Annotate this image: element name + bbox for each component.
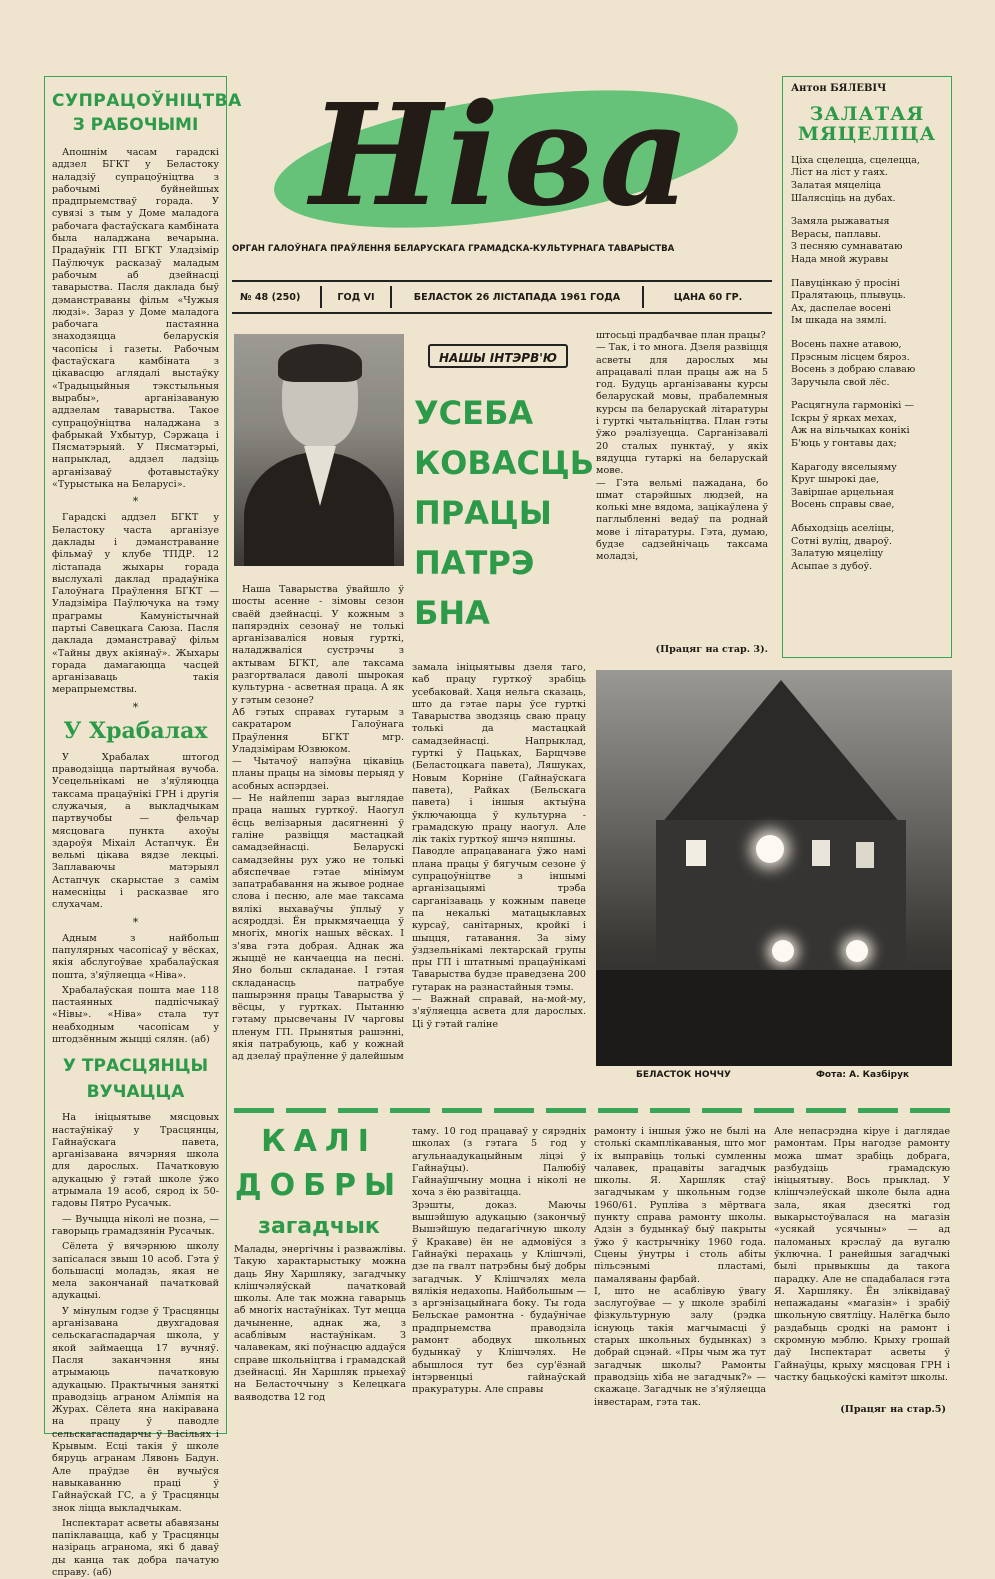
headline-cooperation: СУПРАЦОЎНІЦТВА [52, 91, 242, 111]
poem-stanza: Замяла рыжаватыя Верасы, паплавы. З песняю сумнаватаю Нада мной журавы [791, 216, 903, 265]
headline-dobry: ДОБРЫ [234, 1168, 404, 1203]
left-news-box [44, 76, 242, 1578]
headline-zagadchyk: загадчык [258, 1214, 380, 1239]
portrait-photo [234, 334, 404, 566]
star-divider: * [132, 495, 139, 509]
headline-khrabaly: У Храбалах [63, 717, 208, 744]
interview-headline: УСЕБА КОВАСЦЬ ПРАЦЫ ПАТРЭ БНА [414, 394, 595, 632]
headline-kali: КАЛІ [261, 1124, 377, 1159]
poem-stanza: Абыходзіць аселіцы, Сотні вуліц, двароў. Залатую мяцеліцу Асыпае з дубоў. [791, 523, 895, 572]
bottom-col-1: Малады, энергічны і разважлівы. Такую характарыстыку можна даць Яну Харшляку, загадчыку клішчэляўскай пачатковай школы. Але так можна гаварыць аб многіх настаўніках. Тут мецца дачыненне, аднак жа, з асаблівым настаўнікам. З чалавекам, які поўнасцю аддаўся справе школьніцтва і грамадскай дзейнасці. Ян Харшляк прыехаў на Беласточчыну з Келецкага ваяводства 12 год [234, 1244, 406, 1403]
headline-trascianka: У ТРАСЦЯНЦЫ [62, 1056, 209, 1077]
masthead [232, 74, 772, 278]
bottom-col-3: рамонту і іншыя ўжо не былі на столькі скамплікаваныя, што мог іх выправіць толькі сумленны чалавек, працавіты загадчык школы. Я. Харшляк стаў загадчыкам у школьным годзе 1960/61. Рупліва з мёртвага пункту справа рамонту школы. Адзін з будынкаў быў пакрыты ўжо ў кастрычніку 1960 года. Сцены ўнутры і столь абіты пільсэнымі пластамі, памаляваны фарбай. І, што не асаблівую ўвагу заслугоўвае — у школе зрабілі фізкультурную залу (рэдка існуюць такія магчымасці ў старых школьных будынках) з добрай сцэнай. «Пры чым жа тут загадчык школы? Рамонты праводзіць хіба не загадчык?» — скажаце. Загадчык не з'яўляецца інвестарам, гэта так. [594, 1126, 766, 1408]
poem-stanza: Расцягнула гармонікі — Іскры ў ярках мехах, Аж на вільчыках конікі Б'юць у гонтавы дах; [791, 400, 914, 450]
bottom-col-2: таму. 10 год працаваў у сярэдніх школах (з гэтага 5 год у агульнаадукацыйным ліцэі ў Гайнаўцы). Палюбіў Гайнаўшчыну моцна і ніколі не хоча з ёю развітацца. Зрэшты, доказ. Маючы вышэйшую адукацыю (закончыў Вышэйшую педагагічную школу ў Кракаве) ён не адмовіўся з Гайнаўкі перахаць у Клішчэлі, дзе па гвалт патрэбны быў добры загадчык. У Клішчэлях мела вялікія недахопы. Найбольшым — з аргэнізацыйнага боку. Ты года Бельскае рамонтна - будаўнічае прадпрыемства праводзіла рамонт абодвух школьных будынкаў у Клішчэлях. Не абышлося тут без сур'ёзнай інтэрвенцыі гайнаўскай пракуратуры. Але справы [412, 1126, 586, 1396]
article-trascianka: На ініцыятыве мясцовых настаўнікаў у Трасцянцы, Гайнаўскага павета, арганізавана вячэрняя школа для дарослых. Пачатковую адукацыю ў гэтай школе ўжо атрымала 19 асоб, сярод іх 50-гадовы Пятро Русачык. — Вучыцца ніколі не позна, — гаворыць грамадзянін Русачык. Сёлета ў вячэрнюю школу запісалася звыш 10 асоб. Гэта ў большасці моладзь, якая не мела закончанай пачатковай адукацыі. У мінулым годзе ў Трасцянцы арганізавана двухгадовая сельскагаспадарчая школа, у якой займаецца 17 вучняў. Пасля заканчэння яны атрымаюць пачатковую адукацыю. Практычныя заняткі праводзіць аграном Алімпія на Журах. Сёлета яна накіравана на працу ў паводле сельскагаспадарчы ў Васільях і Крывым. Есці такія ў школе бяруць агранам Лявонь Бадун. Але праўдзе ён вучыўся навыкаванню праці ў Гайнаўскай ГС, а ў Трасцянцы знок ліцца выкладчыкам. Інспектарат асветы абавязаны папіклавацца, каб у Трасцянцы назіраць агранома, які б даваў ды канца так добра пачатую справу. (аб) [52, 1112, 219, 1578]
poem-title-1: ЗАЛАТАЯ [809, 102, 925, 125]
night-photo-credit: Фота: А. Казбірук [816, 1070, 910, 1080]
bottom-continued: (Працяг на стар.5) [840, 1404, 946, 1415]
poem-title-2: МЯЦЕЛІЦА [797, 123, 937, 146]
masthead-title: Ніва [309, 74, 695, 238]
interview-tag: НАШЫ ІНТЭРВ'Ю [428, 344, 568, 368]
interview-col-1: Наша Таварыства ўвайшло ў шосты асенне - зімовы сезон сваёй дзейнасці. У кожным з папярэдніх сезонаў не толькі арганізаваліся новыя гурткі, наладжваліся сустрэчы з актывам БГКТ, але таксама разгортвалася даволі шырокая культурна - асветная праца. А як у гэтым сезоне? Аб гэтых справах гутарым з сакратаром Галоўнага Праўлення БГКТ мгр. Уладзімірам Юзвюком. — Чытачоў напэўна цікавіць планы працы на зімовы перыяд у асобных аспэрдзеі. — Не найлепш зараз выглядае праца нашых гурткоў. Наогул ёсць велізарныя дасягненні ў галіне развіцця мастацкай самадзейнасці. Беларускі самадзейны рух ужо не толькі абяспечвае гэтае мінімум запатрабавання на жывое роднае слова і песню, але мае таксама вялікі выхаваўчы ўплыў у асяроддзі. Ён прыкмячаецца ў многіх, многіх нашых вёсках. І з'ява гэта добрая. Аднак жа жыццё не канчаецца на песні. Яно больш складанае. І гэтая складанасць патрабуе пашырэння працы Таварыства ў вёсцы, у гуртках. Пытанню гэтаму прысвечаны IV чарговы пленум ГП. Прынятыя рашэнні, якія патрабуюць, каб у кожнай ад дзелаў праўленне ў далейшым [232, 584, 404, 1063]
interview-col-2: замала ініцыятывы дзеля таго, каб працу гурткоў зрабіць усебаковай. Хаця нельга сказаць, што да гэтае пары ўсе гурткі Таварыства зводзяць сваю працу толькі да мастацкай самадзейнасці. Напрыклад, гурткі ў Пацьках, Барщчэве (Беластоцкага павета), Ляшуках, Новым Корніне (Гайнаўскага павета), Райках (Бельскага павета) і іншыя актыўна ўключаюцца ў культурна - грамадскую працу наогул. Але лік такіх гурткоў яшчэ няпшны. Паводле апрацаванага ўжо намі плана працы ў бягучым сезоне ў супрацоўніцтве з іншымі арганізацыямі трэба сарганізаваць у кожным павеце па некалькі матацыклавых курсаў, санітарных, кройкі і шыцця, гатавання. За зіму ўздзельнікамі лектарскай групы пры ГП і штатнымі працаўнікамі Таварыства будзе праведзена 200 гутарак на разнастайныя тэмы. — Важнай справай, на-мой-му, з'яўляецца асвета для дарослых. Ці ў гэтай галіне [412, 662, 586, 1030]
interview-col-3: штосьці прадбачвае план працы? — Так, і то многа. Дзеля развіцця асветы для дарослых мы апрацавалі план працы аж на 5 год. Будуць арганізаваны курсы беларускай мовы, прабалемныя курсы па беларускай літаратуры і гурткі чытальніцтва. План гэты ўжо рэалізуецца. Сарганізавалі 20 сталых пунктаў, у якіх вядуцца гутаркі на беларускай мове. — Гэта вельмі пажадана, бо шмат старэйшых людзей, на колькі мне вядома, зацікаўлена ў паглыбленні ведаў па роднай мове і літаратуры. Гэта, думаю, будзе садзейнічаць таксама моладзі, [596, 330, 768, 563]
poem-stanza: Павуцінкаю ў просіні Пралятаюць, плывуць. Ах, даспелае восені Ім шкада на зямлі. [791, 277, 906, 327]
interview-continued: (Працяг на стар. 3). [655, 644, 768, 655]
headline-with-workers: З РАБОЧЫМІ [72, 115, 199, 135]
star-divider: * [132, 700, 139, 714]
issue-year: ГОД VI [337, 291, 375, 303]
masthead-subtitle: ОРГАН ГАЛОЎНАГА ПРАЎЛЕННЯ БЕЛАРУСКАГА ГРАМАДСКА-КУЛЬТУРНАГА ТАВАРЫСТВА [232, 244, 675, 254]
star-divider: * [132, 915, 139, 929]
bottom-col-4: Але непасрэдна кіруе і даглядае рамонтам. Пры нагодзе рамонту можа шмат зрабіць добрага, разбудзіць грамадскую ініцыятыву. Вось прыклад. У клішчэлеўскай школе была адна зала, якая дзесяткі год выкарыстоўвалася на магазін «усякай усячыны» — ад паломаных крэслаў да вугалю ўключна. І ранейшыя загадчыкі былі прывыкшы да такога парадку. Але не спадабалася гэта Я. Харшляку. Ён зліквідаваў непажаданы «магазін» і зрабіў школьную святліцу. Налёгка было раздабыць сродкі на рамонт і скромную мэблю. Крыху грошай даў Інспектарат асветы ў Гайнаўцы, крыху мясцовая ГРН і частку бацькоўскі камітэт школы. [774, 1126, 950, 1383]
poem-stanza: Карагоду вяселыяму Круг шырокі дае, Завіршае арцельная Восень справы свае, [791, 461, 897, 511]
article-khrabaly: У Храбалах штогод праводзіцца партыйная вучоба. Усецельнікамі не з'яўляюцца таксама працаўнікі ГРН і другія служачыя, а выкладчыкам партвучобы — фельчар мясцовага пункта ахоўы здароўя Міхаіл Астапчук. Ён вельмі цікава вядзе лекцыі. Заплаваючы матэрыял Астапчук скарыстае з самім намесніцы і расказвае яго слухачам. [52, 751, 219, 911]
poem-stanza: Восень пахне атавою, Прэсным лісцем бяроз. Восень з добраю славаю Заручыла свой лёс. [791, 338, 916, 388]
poem-box [782, 76, 952, 658]
headline-learn: ВУЧАЦЦА [86, 1082, 185, 1103]
night-photo-caption: БЕЛАСТОК НОЧЧУ [636, 1070, 732, 1080]
night-photo [596, 670, 952, 1066]
issue-place-date: БЕЛАСТОК 26 ЛІСТАПАДА 1961 ГОДА [413, 291, 621, 303]
issue-number: № 48 (250) [240, 291, 301, 303]
poem-stanza: Ціха сцелецца, сцелецца, Ліст на ліст у гаях. Залатая мяцеліца Шалясціць на дубах. [791, 154, 920, 204]
issue-bar [232, 280, 772, 314]
article-post: Адным з найбольш папулярных часопісаў у вёсках, якія абслугоўвае храбалаўская пошта, з'яўляецца «Ніва». Храбалаўская пошта мае 118 пастаянных падпісчыкаў «Нівы». «Ніва» стала тут неабходным часопісам у штодзённым жыцці сялян. (аб) [52, 932, 219, 1045]
issue-price: ЦАНА 60 ГР. [673, 291, 743, 303]
green-dash-separator [234, 1108, 954, 1113]
article-city-branch: Гарадскі аддзел БГКТ у Беластоку часта арганізуе даклады і дэманстраванне фільмаў у клубе ТПДР. 12 лістапада жыхары горада выслухалі даклад прадаўніка Галоўнага Праўлення БГКТ — Уладзіміра Паўлючука на тэму праграмы Камуністычнай партыі Савецкага Саюза. Пасля даклада дэманстраваў фільм «Тайны двух акіянаў». Жыхары горада дамагаюцца часцей арганізаваць такія мерапрыемствы. [52, 512, 219, 696]
poem-author: Антон БЯЛЕВІЧ [791, 83, 887, 94]
article-cooperation: Апошнім часам гарадскі аддзел БГКТ у Беластоку наладзіў супрацоўніцтва з рабочымі буйнейшых прадпрыемстваў горада. У сувязі з тым у Доме маладога рабочага фастаўскага камбіната была наладжана вечарына. Прадаўнік ГП БГКТ Уладзімір Паўлючук расказаў маладым рабочым аб дзейнасці таварыства. Пасля даклада быў дэманстраваны фільм «Чужыя людзі». Зараз у Доме маладога рабочага пастаянна знаходзяцца беларускія часопісы і газеты. Рабочым фастаўскага камбіната з цікавасцю аглядалі выстаўку «Традыцыйныя тэкстыльныя вырабы», арганізаваную аддзелам таварыства. Такое супрацоўніцтва наладжана з фабрыкай Ухбытур, Сэржаца і Пясматэрыяй. У Пясматэрыі, напрыклад, аддзел ладзіць арганізаваў фотавыстаўку «Турыстыка на Беларусі». [52, 147, 219, 491]
